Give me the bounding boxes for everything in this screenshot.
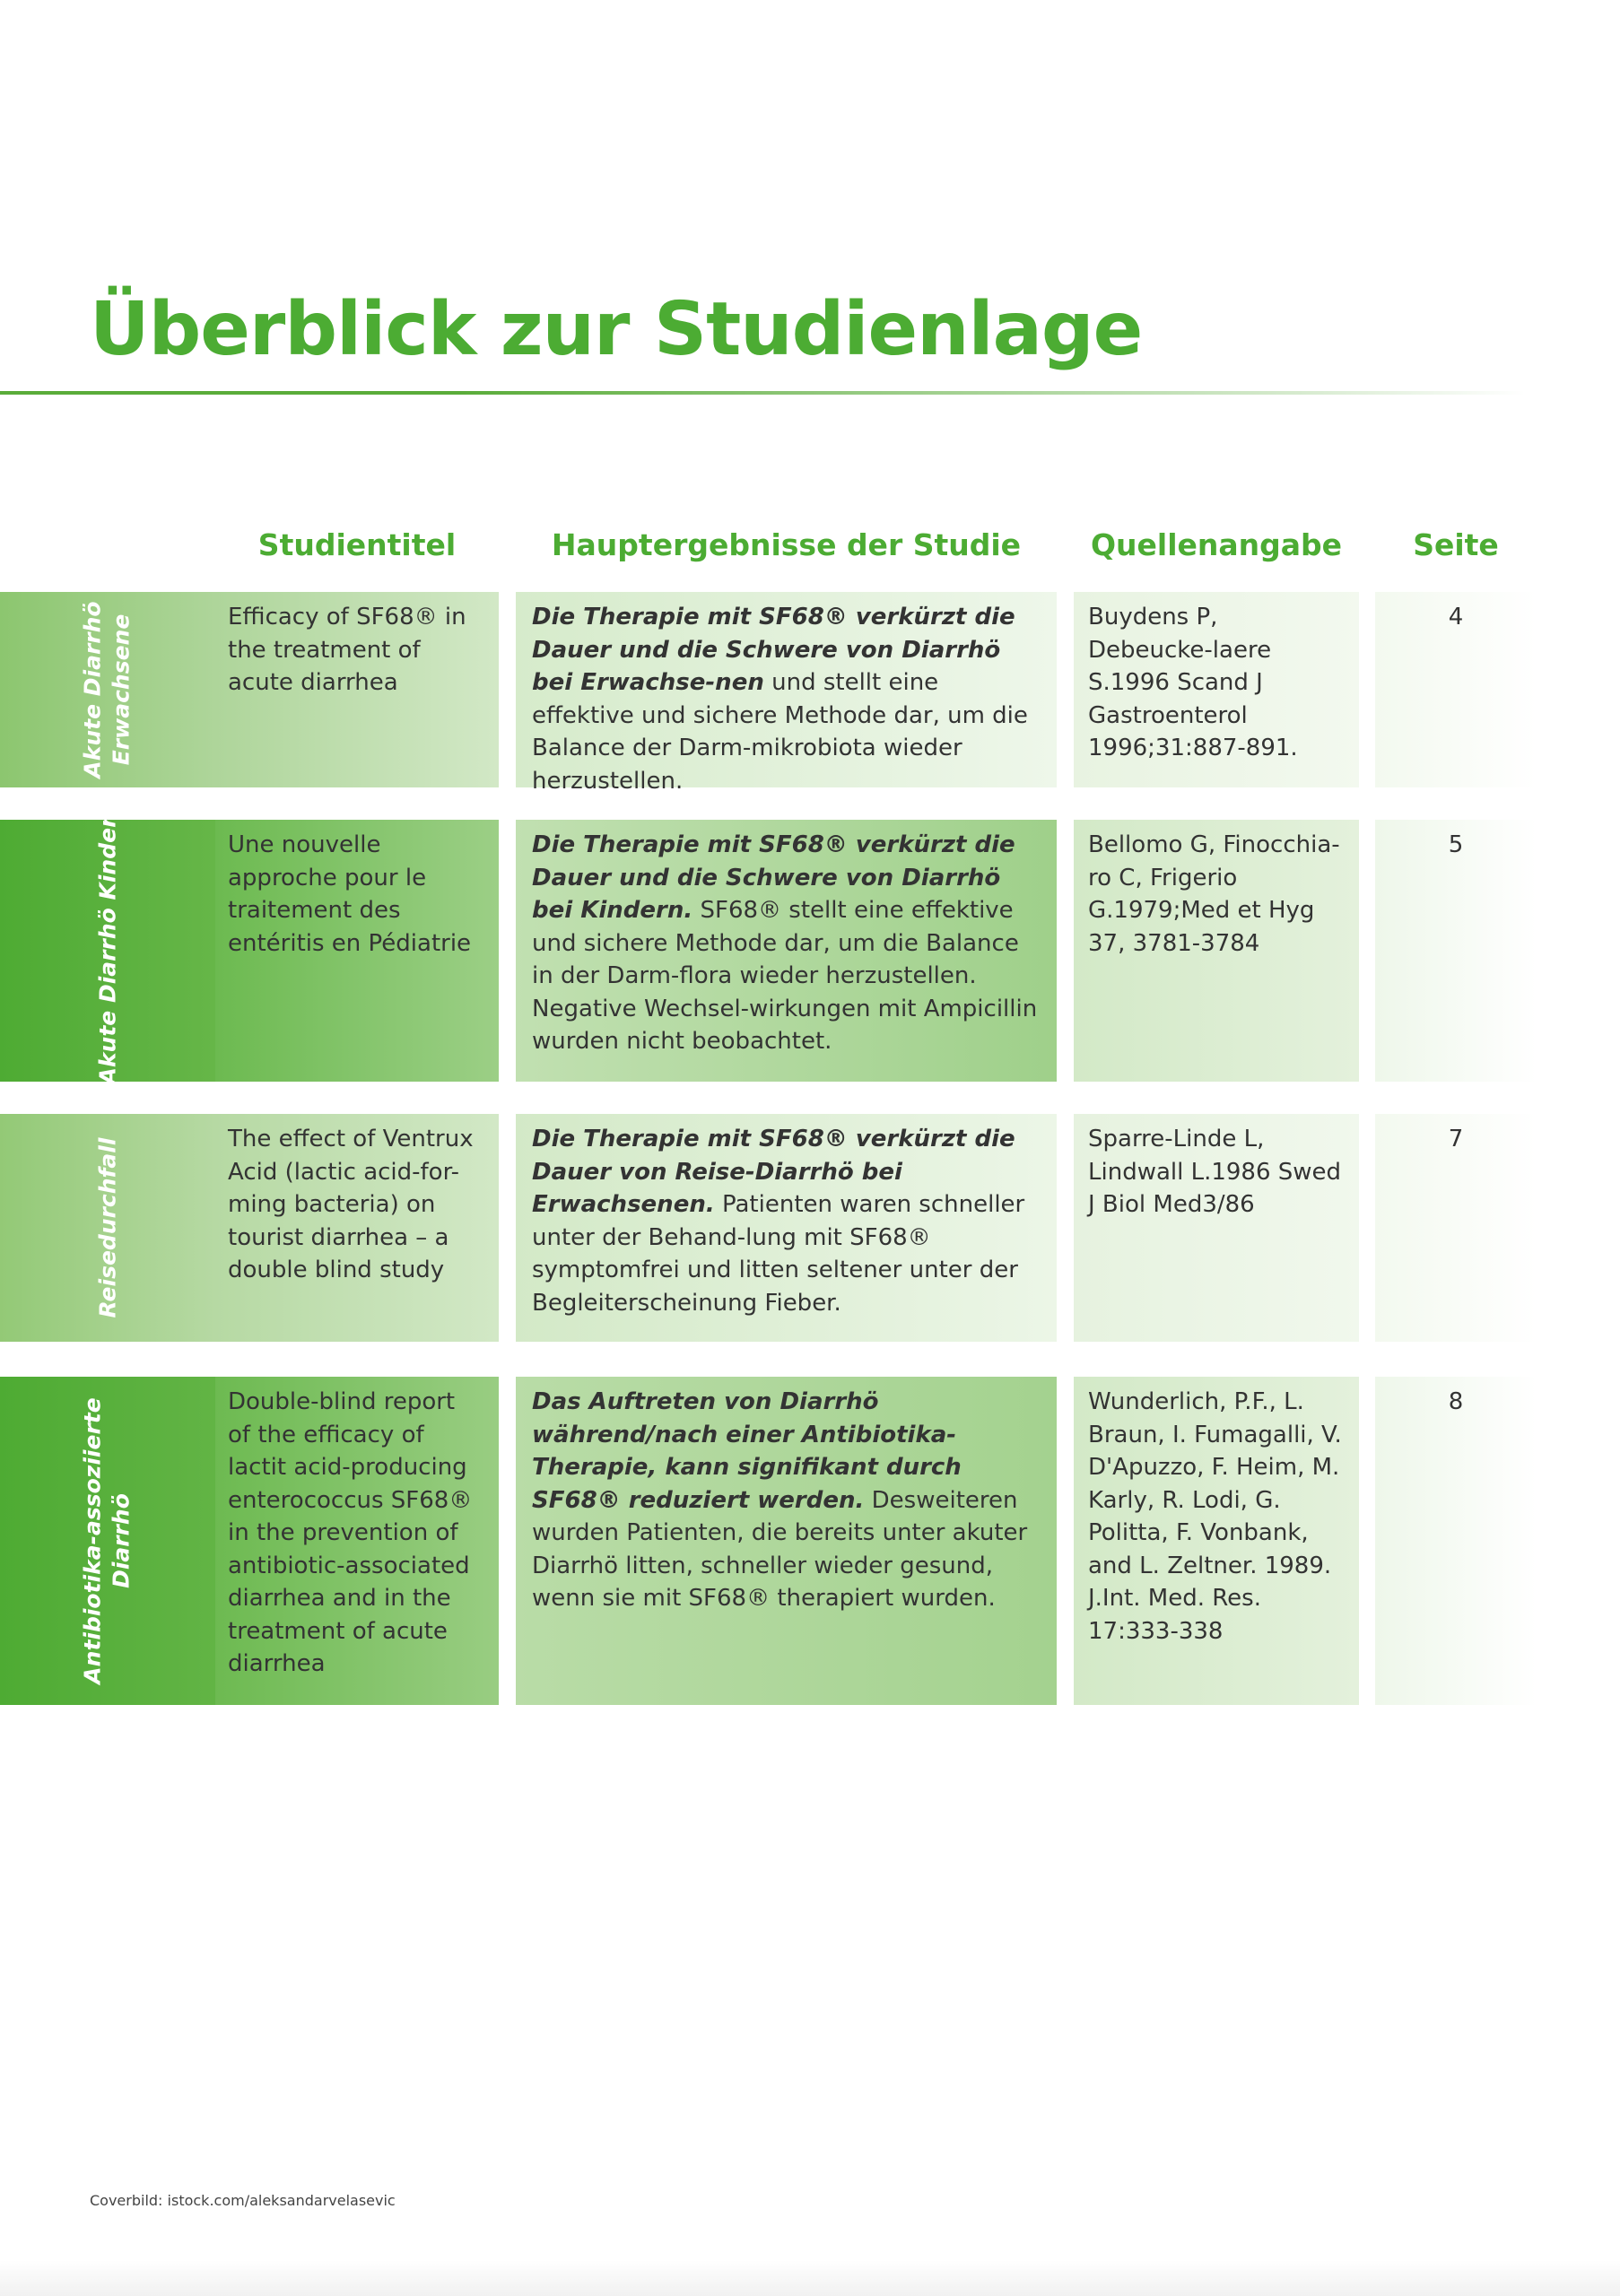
table-row	[0, 816, 1620, 1085]
study-result	[532, 1123, 1041, 1319]
category-label-cell	[0, 816, 215, 1085]
result-highlight: Die Therapie mit SF68® verkürzt die Dauer und die Schwere von Diarrhö bei Erwachse-nen	[532, 604, 1015, 696]
result-detail: SF68® stellt eine effektive und sichere Methode dar, um die Balance in der Darm-flora wieder herzustellen. Negative Wechsel-wirkungen mit Ampicillin wurden nicht beobachtet.	[532, 897, 1038, 1055]
table-row	[0, 1377, 1620, 1705]
category-label: Akute Diarrhö Erwachsene	[80, 601, 135, 778]
cover-image-credit: Coverbild: istock.com/aleksandarvelasevic	[90, 2192, 396, 2209]
source-citation: Bellomo G, Finocchia-ro C, Frigerio G.1979;Med et Hyg 37, 3781-3784	[1088, 831, 1340, 957]
study-result	[532, 1386, 1041, 1615]
study-title: The effect of Ventrux Acid (lactic acid-for-ming bacteria) on tourist diarrhea – a double blind study	[228, 1126, 474, 1283]
category-label-cell	[0, 592, 215, 787]
result-detail: Desweiteren wurden Patienten, die bereits unter akuter Diarrhö litten, schneller wieder gesund, wenn sie mit SF68® therapiert wurden.	[532, 1486, 1028, 1612]
table-row	[0, 592, 1620, 795]
category-label-cell	[0, 1114, 215, 1342]
study-result	[532, 601, 1041, 797]
category-label: Akute Diarrhö Kinder	[94, 816, 121, 1085]
study-title: Une nouvelle approche pour le traitement des entéritis en Pédiatrie	[228, 831, 472, 957]
page-number: 7	[1448, 1126, 1464, 1152]
source-cell	[1074, 1377, 1359, 1705]
page-cell	[1375, 820, 1537, 1082]
table-row	[0, 1114, 1620, 1342]
study-title-cell	[215, 1377, 499, 1705]
page-number: 8	[1448, 1388, 1464, 1415]
source-cell	[1074, 1114, 1359, 1342]
study-title-cell	[215, 1114, 499, 1342]
page-bottom-edge	[0, 2260, 1620, 2296]
source-citation: Buydens P, Debeucke-laere S.1996 Scand J Gastroenterol 1996;31:887-891.	[1088, 604, 1298, 761]
study-title: Double-blind report of the efficacy of lactit acid-producing enterococcus SF68® in the prevention of antibiotic-associated diarrhea and in the treatment of acute diarrhea	[228, 1388, 473, 1677]
page-cell	[1375, 1377, 1537, 1705]
result-detail: Patienten waren schneller unter der Behand-lung mit SF68® symptomfrei und litten seltener unter der Begleiterscheinung Fieber.	[532, 1191, 1025, 1317]
result-highlight: Die Therapie mit SF68® verkürzt die Dauer und die Schwere von Diarrhö bei Kindern.	[532, 831, 1015, 924]
header-study-title: Studientitel	[257, 527, 457, 562]
study-title-cell	[215, 592, 499, 787]
category-label-cell	[0, 1377, 215, 1705]
results-cell	[516, 820, 1057, 1082]
source-citation: Sparre-Linde L, Lindwall L.1986 Swed J Biol Med3/86	[1088, 1126, 1342, 1218]
study-title-cell	[215, 820, 499, 1082]
category-label: Reisedurchfall	[94, 1137, 120, 1318]
source-citation: Wunderlich, P.F., L. Braun, I. Fumagalli, V. D'Apuzzo, F. Heim, M. Karly, R. Lodi, G. Politta, F. Vonbank, and L. Zeltner. 1989. J.Int. Med. Res. 17:333-338	[1088, 1388, 1342, 1645]
page-title: Überblick zur Studienlage	[90, 287, 1143, 372]
header-main-results: Hauptergebnisse der Studie	[551, 527, 1022, 562]
page-cell	[1375, 1114, 1537, 1342]
source-cell	[1074, 592, 1359, 787]
page-number: 4	[1448, 604, 1464, 631]
result-detail: und stellt eine effektive und sichere Methode dar, um die Balance der Darm-mikrobiota wieder herzustellen.	[532, 669, 1028, 795]
results-cell	[516, 592, 1057, 795]
header-page: Seite	[1413, 527, 1499, 562]
results-cell	[516, 1377, 1057, 1705]
result-highlight: Das Auftreten von Diarrhö während/nach einer Antibiotika-Therapie, kann signifikant durch SF68® reduziert werden.	[532, 1388, 962, 1514]
results-cell	[516, 1114, 1057, 1342]
category-label: Antibiotika-assoziierte Diarrhö	[80, 1397, 135, 1684]
page-number: 5	[1448, 831, 1464, 858]
source-cell	[1074, 820, 1359, 1082]
header-source: Quellenangabe	[1090, 527, 1343, 562]
page-cell	[1375, 592, 1537, 787]
study-title: Efficacy of SF68® in the treatment of acute diarrhea	[228, 604, 466, 696]
study-result	[532, 829, 1041, 1058]
result-highlight: Die Therapie mit SF68® verkürzt die Dauer von Reise-Diarrhö bei Erwachsenen.	[532, 1126, 1015, 1218]
title-divider	[0, 391, 1525, 395]
